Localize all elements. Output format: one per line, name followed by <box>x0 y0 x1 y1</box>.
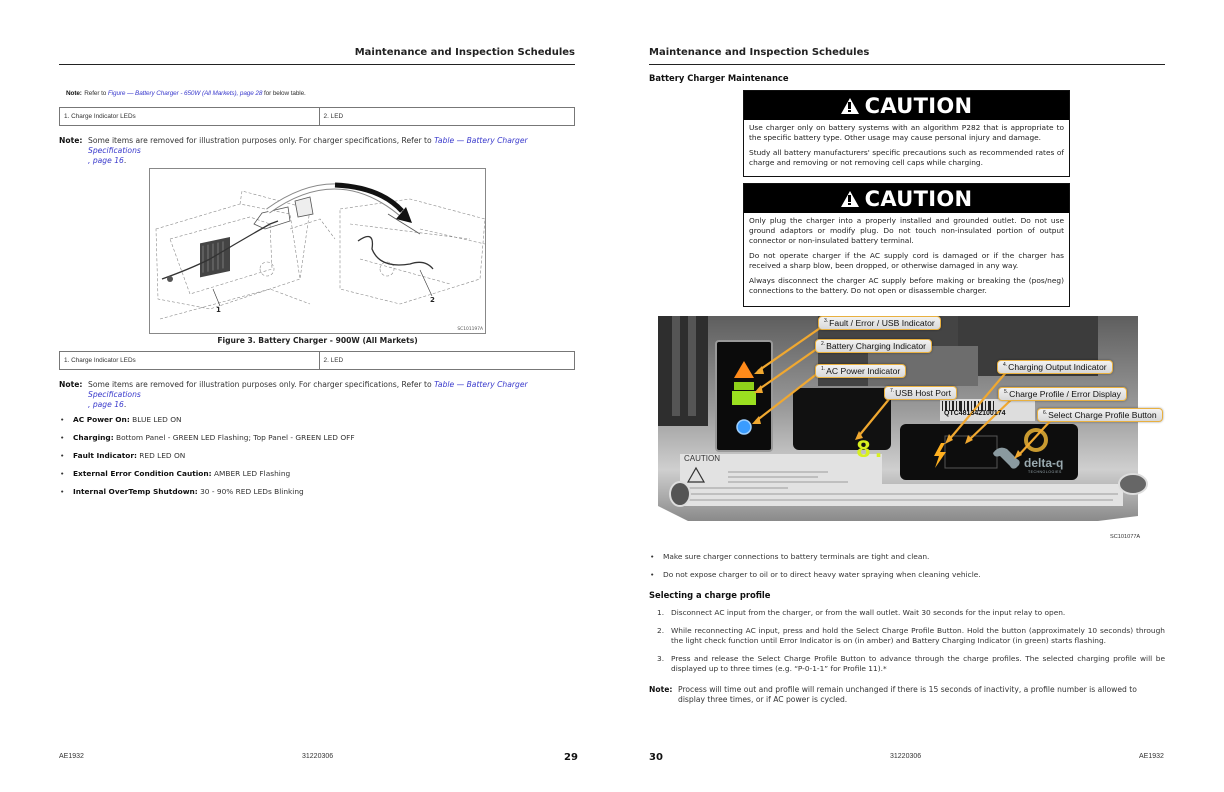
maintenance-list <box>650 552 1166 588</box>
figure-code: SC101197A <box>457 327 483 332</box>
table-cell: 2. LED <box>319 108 574 126</box>
list-item <box>60 487 575 505</box>
step-number: 3. <box>657 654 665 663</box>
callout-label: Select Charge Profile Button <box>1048 410 1157 420</box>
note-period: . <box>123 400 127 409</box>
caution-paragraph: Only plug the charger into a properly installed and grounded outlet. Do not use ground adaptors or modify plug. Do not touch non-insulated portion of output connector or non-insulated battery terminal. <box>749 216 1064 245</box>
caution-title: CAUTION <box>864 187 973 211</box>
charger-line-drawing <box>150 169 487 335</box>
charger-photo <box>658 316 1180 526</box>
brand-sub-text: TECHNOLOGIES <box>1028 470 1062 474</box>
item-text: 30 - 90% RED LEDs Blinking <box>197 487 304 496</box>
serial-number: QTC481342100174 <box>944 410 1006 417</box>
callout-label: Charging Output Indicator <box>1008 362 1107 372</box>
charger-unit-icon <box>200 237 230 277</box>
callout-select-charge-profile-button <box>1037 408 1163 422</box>
caution-paragraph: Do not operate charger if the AC supply cord is damaged or if the charger has received a sharp blow, been dropped, or otherwise damaged in any way. <box>749 251 1064 270</box>
callout-label: AC Power Indicator <box>826 366 901 376</box>
callout-label: USB Host Port <box>895 388 952 398</box>
bullet: • <box>650 552 655 561</box>
step <box>649 654 1165 674</box>
callout-1: 1 <box>216 306 221 314</box>
section-title: Battery Charger Maintenance <box>649 73 789 83</box>
note-illustration <box>59 136 575 166</box>
note-text-end: for below table. <box>262 90 306 97</box>
callout-charging-output-indicator <box>997 360 1113 374</box>
note-text: Refer to <box>84 90 108 97</box>
item-term: AC Power On: <box>73 415 130 424</box>
callout-number: 7. <box>890 388 895 394</box>
note-timeout <box>649 685 1165 705</box>
callout-number: 3. <box>824 318 829 324</box>
item-term: Charging: <box>73 433 114 442</box>
running-head: Maintenance and Inspection Schedules <box>649 47 870 58</box>
footer-doc-code: AE1932 <box>59 753 84 760</box>
table-cell: 1. Charge Indicator LEDs <box>60 352 320 370</box>
blue-led-icon <box>737 420 751 434</box>
header-rule <box>649 64 1165 65</box>
note-figure-reference <box>66 88 586 99</box>
note-text: Some items are removed for illustration purposes only. For charger specifications, Refer to <box>88 380 435 389</box>
callout-number: 4. <box>1003 362 1008 368</box>
spec-table-link[interactable]: Table — Battery Charger Specifications <box>88 380 528 399</box>
profile-display-digit: 8. <box>856 436 887 465</box>
item-term: External Error Condition Caution: <box>73 469 212 478</box>
led-status-list <box>60 415 575 505</box>
step <box>649 626 1165 646</box>
note-text: Process will time out and profile will remain unchanged if there is 15 seconds of inactivity, a profile number is allowed to display three times, or if AC power is cycled. <box>678 685 1137 704</box>
list-item <box>650 552 1166 570</box>
page-number: 30 <box>649 752 663 763</box>
item-text: Make sure charger connections to battery terminals are tight and clean. <box>663 552 930 561</box>
callout-2: 2 <box>430 296 435 304</box>
caution-box-1 <box>743 90 1070 177</box>
running-head: Maintenance and Inspection Schedules <box>354 47 575 58</box>
legend-table-2 <box>59 351 575 370</box>
bullet: • <box>650 570 655 579</box>
bullet: • <box>60 487 65 496</box>
callout-number: 1. <box>821 366 826 372</box>
page-number: 29 <box>564 752 578 763</box>
item-text: Bottom Panel - GREEN LED Flashing; Top Panel - GREEN LED OFF <box>113 433 355 442</box>
caution-title: CAUTION <box>864 94 973 118</box>
green-led-top <box>734 382 754 390</box>
callout-usb-host-port <box>884 386 957 400</box>
bullet: • <box>60 469 65 478</box>
subsection-title: Selecting a charge profile <box>649 590 771 600</box>
caution-paragraph: Study all battery manufacturers' specific precautions such as recommended rates of charge and removing or not removing cell caps while charging. <box>749 148 1064 167</box>
note-illustration-2 <box>59 380 575 410</box>
step-number: 2. <box>657 626 665 635</box>
callout-label: Battery Charging Indicator <box>826 341 927 351</box>
figure-caption: Figure 3. Battery Charger - 900W (All Markets) <box>217 336 418 345</box>
page-link[interactable]: , page 16 <box>88 400 124 409</box>
bullet: • <box>60 415 65 424</box>
page-link[interactable]: , page 16 <box>88 156 124 165</box>
note-label: Note: <box>59 380 83 389</box>
green-led-bottom <box>732 391 756 405</box>
callout-number: 2. <box>821 341 826 347</box>
list-item <box>60 469 575 487</box>
callout-ac-power-indicator <box>815 364 906 378</box>
caution-paragraph: Always disconnect the charger AC supply before making or breaking the (pos/neg) connections to the battery. Do not open or disassemble charger. <box>749 276 1064 295</box>
figure-link[interactable]: Figure — Battery Charger - 650W (All Markets), page 28 <box>107 90 263 97</box>
caution-box-2 <box>743 183 1070 307</box>
warning-triangle-icon <box>841 191 859 207</box>
callout-number: 5. <box>1004 389 1009 395</box>
footer-part-number: 31220306 <box>302 753 334 760</box>
photo-code: SC101077A <box>1110 534 1141 540</box>
spec-table-link[interactable]: Table — Battery Charger Specifications <box>88 136 528 155</box>
item-text: RED LED ON <box>136 451 186 460</box>
callout-charge-profile-error-display <box>998 387 1127 401</box>
figure-battery-charger-900w <box>149 168 486 334</box>
step-text: While reconnecting AC input, press and hold the Select Charge Profile Button. Hold the button (approximately 10 seconds) through the light check function until Error Indicator is on (in amber) and Battery Charging Indicator (in green) starts flashing. <box>671 626 1165 645</box>
item-text: Do not expose charger to oil or to direct heavy water spraying when cleaning vehicle. <box>663 570 981 579</box>
header-rule <box>59 64 575 65</box>
step <box>649 608 1165 618</box>
note-label: Note: <box>59 136 83 145</box>
charge-profile-steps <box>649 608 1165 674</box>
warning-triangle-icon <box>841 98 859 114</box>
item-text: AMBER LED Flashing <box>211 469 291 478</box>
footer-doc-code: AE1932 <box>1139 753 1164 760</box>
callout-label: Charge Profile / Error Display <box>1009 389 1121 399</box>
sticker-caution-title: CAUTION <box>684 454 720 463</box>
table-cell: 1. Charge Indicator LEDs <box>60 108 320 126</box>
list-item <box>60 433 575 451</box>
bullet: • <box>60 433 65 442</box>
note-label: Note: <box>649 685 673 694</box>
list-item <box>60 415 575 433</box>
callout-label: Fault / Error / USB Indicator <box>829 318 935 328</box>
step-text: Press and release the Select Charge Profile Button to advance through the charge profiles. The selected charging profile will be displayed up to three times (e.g. “P-0-1-1” for Profile 11).* <box>671 654 1165 673</box>
item-term: Internal OverTemp Shutdown: <box>73 487 198 496</box>
item-term: Fault Indicator: <box>73 451 137 460</box>
step-number: 1. <box>657 608 665 617</box>
list-item <box>650 570 1166 588</box>
caution-header <box>744 91 1069 120</box>
table-cell: 2. LED <box>319 352 574 370</box>
note-label: Note: <box>66 90 82 97</box>
note-period: . <box>123 156 127 165</box>
caution-paragraph: Use charger only on battery systems with an algorithm P282 that is appropriate to the specific battery type. Other usage may cause personal injury and damage. <box>749 123 1064 142</box>
list-item <box>60 451 575 469</box>
footer-part-number: 31220306 <box>890 753 922 760</box>
callout-fault-error-usb-indicator <box>818 316 941 330</box>
legend-table-1 <box>59 107 575 126</box>
callout-battery-charging-indicator <box>815 339 932 353</box>
item-text: BLUE LED ON <box>129 415 182 424</box>
caution-header <box>744 184 1069 213</box>
right-page <box>612 0 1224 792</box>
callout-number: 6. <box>1043 410 1048 416</box>
bullet: • <box>60 451 65 460</box>
brand-logo-text: delta-q <box>1024 456 1064 470</box>
note-text: Some items are removed for illustration purposes only. For charger specifications, Refer to <box>88 136 435 145</box>
step-text: Disconnect AC input from the charger, or from the wall outlet. Wait 30 seconds for the input relay to open. <box>671 608 1066 617</box>
